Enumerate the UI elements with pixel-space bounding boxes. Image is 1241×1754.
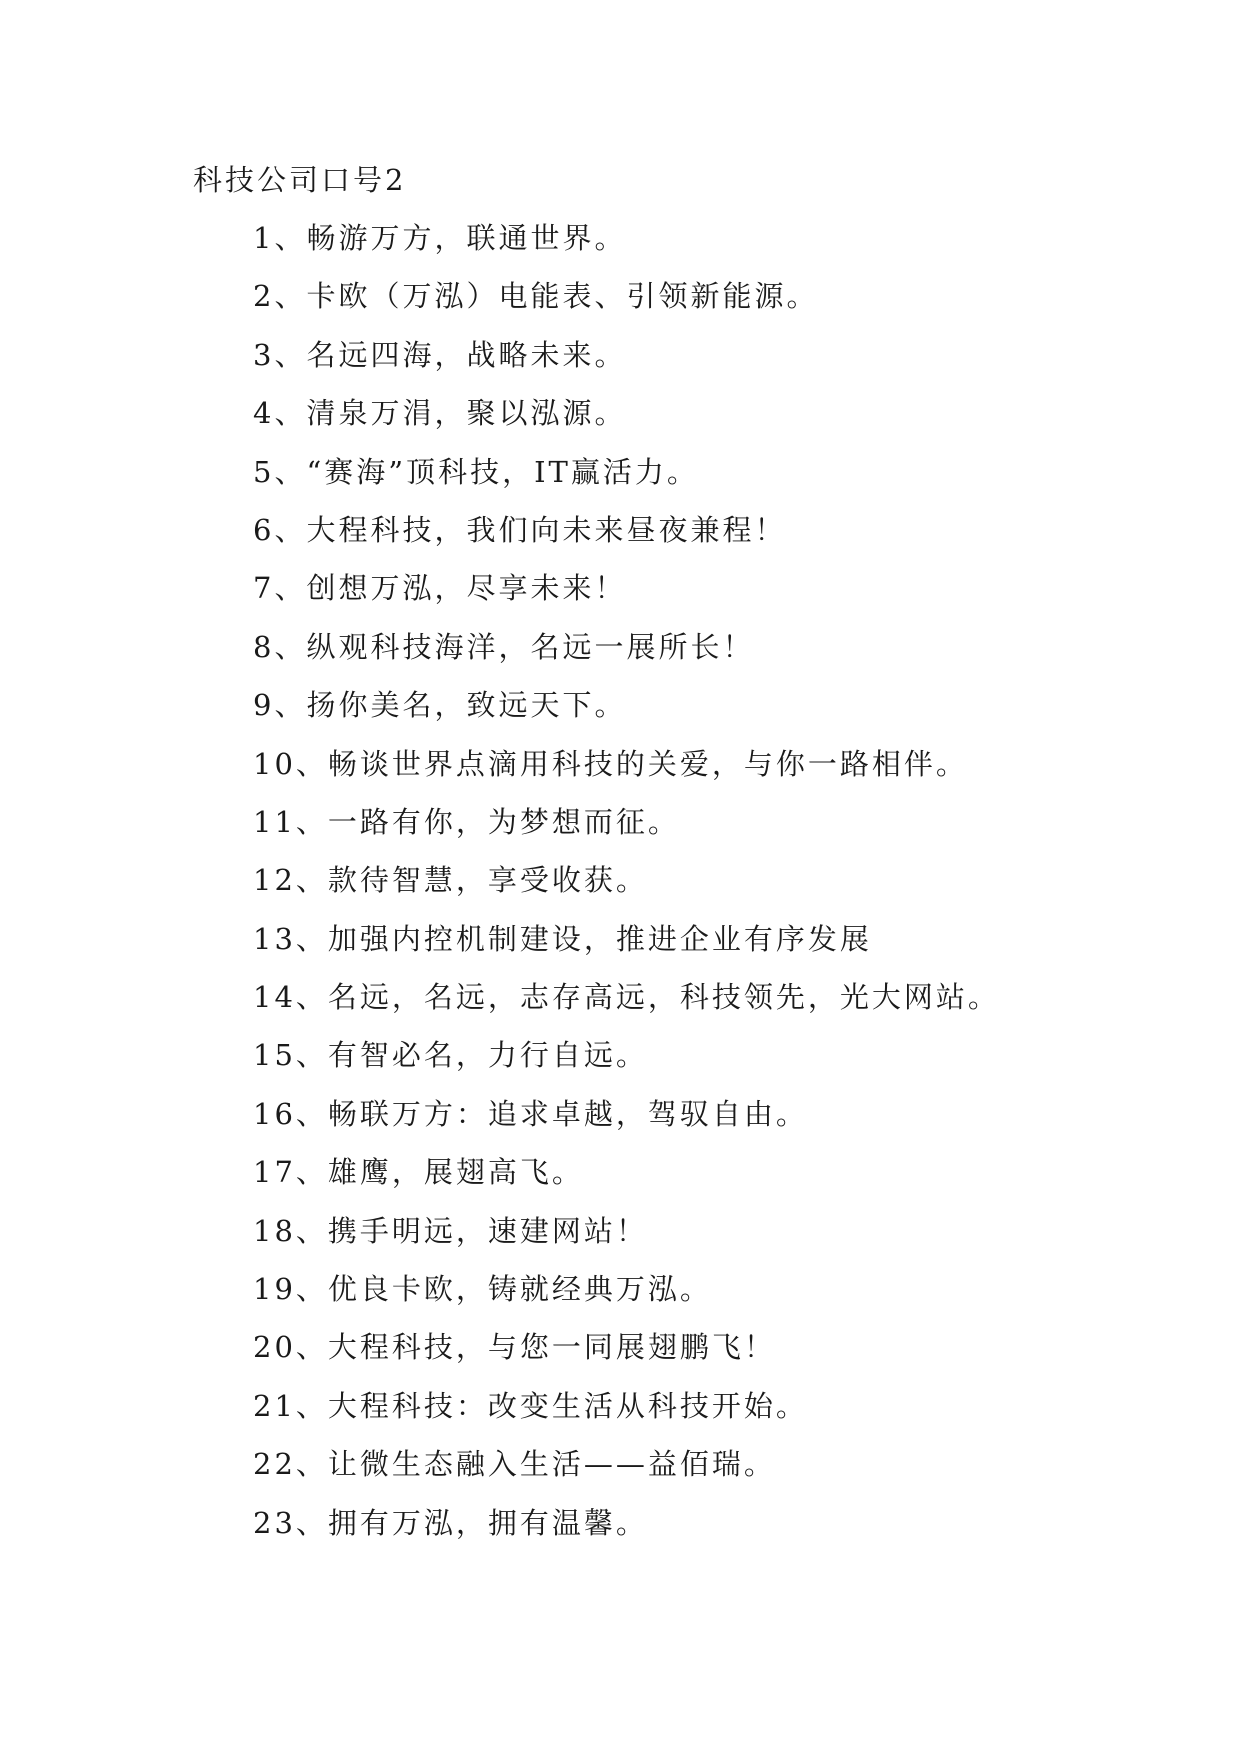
slogan-item: 20、大程科技，与您一同展翅鹏飞！ bbox=[253, 1330, 776, 1365]
slogan-item: 16、畅联万方：追求卓越，驾驭自由。 bbox=[253, 1096, 808, 1131]
slogan-item: 22、让微生态融入生活——益佰瑞。 bbox=[253, 1447, 776, 1482]
slogan-item: 5、“赛海”顶科技，IT赢活力。 bbox=[253, 454, 699, 489]
slogan-item: 18、携手明远，速建网站！ bbox=[253, 1213, 648, 1248]
slogan-item: 14、名远，名远，志存高远，科技领先，光大网站。 bbox=[253, 980, 1000, 1015]
slogan-item: 11、一路有你，为梦想而征。 bbox=[253, 804, 680, 839]
slogan-item: 6、大程科技，我们向未来昼夜兼程！ bbox=[253, 512, 787, 547]
slogan-item: 3、名远四海，战略未来。 bbox=[253, 337, 627, 372]
slogan-item: 7、创想万泓，尽享未来！ bbox=[253, 571, 627, 606]
slogan-item: 2、卡欧（万泓）电能表、引领新能源。 bbox=[253, 279, 819, 314]
slogan-item: 23、拥有万泓，拥有温馨。 bbox=[253, 1505, 648, 1540]
slogan-item: 21、大程科技：改变生活从科技开始。 bbox=[253, 1388, 808, 1423]
slogan-list bbox=[253, 218, 1000, 1561]
slogan-item: 19、优良卡欧，铸就经典万泓。 bbox=[253, 1272, 712, 1307]
slogan-item: 8、纵观科技海洋，名远一展所长！ bbox=[253, 629, 755, 664]
slogan-item: 4、清泉万涓，聚以泓源。 bbox=[253, 396, 627, 431]
slogan-item: 9、扬你美名，致远天下。 bbox=[253, 688, 627, 723]
document-title: 科技公司口号2 bbox=[193, 163, 407, 197]
slogan-item: 10、畅谈世界点滴用科技的关爱，与你一路相伴。 bbox=[253, 746, 968, 781]
slogan-item: 1、畅游万方，联通世界。 bbox=[253, 221, 627, 255]
slogan-item: 12、款待智慧，享受收获。 bbox=[253, 863, 648, 898]
slogan-item: 13、加强内控机制建设，推进企业有序发展 bbox=[253, 921, 872, 956]
slogan-item: 17、雄鹰，展翅高飞。 bbox=[253, 1155, 584, 1190]
slogan-item: 15、有智必名，力行自远。 bbox=[253, 1038, 648, 1073]
